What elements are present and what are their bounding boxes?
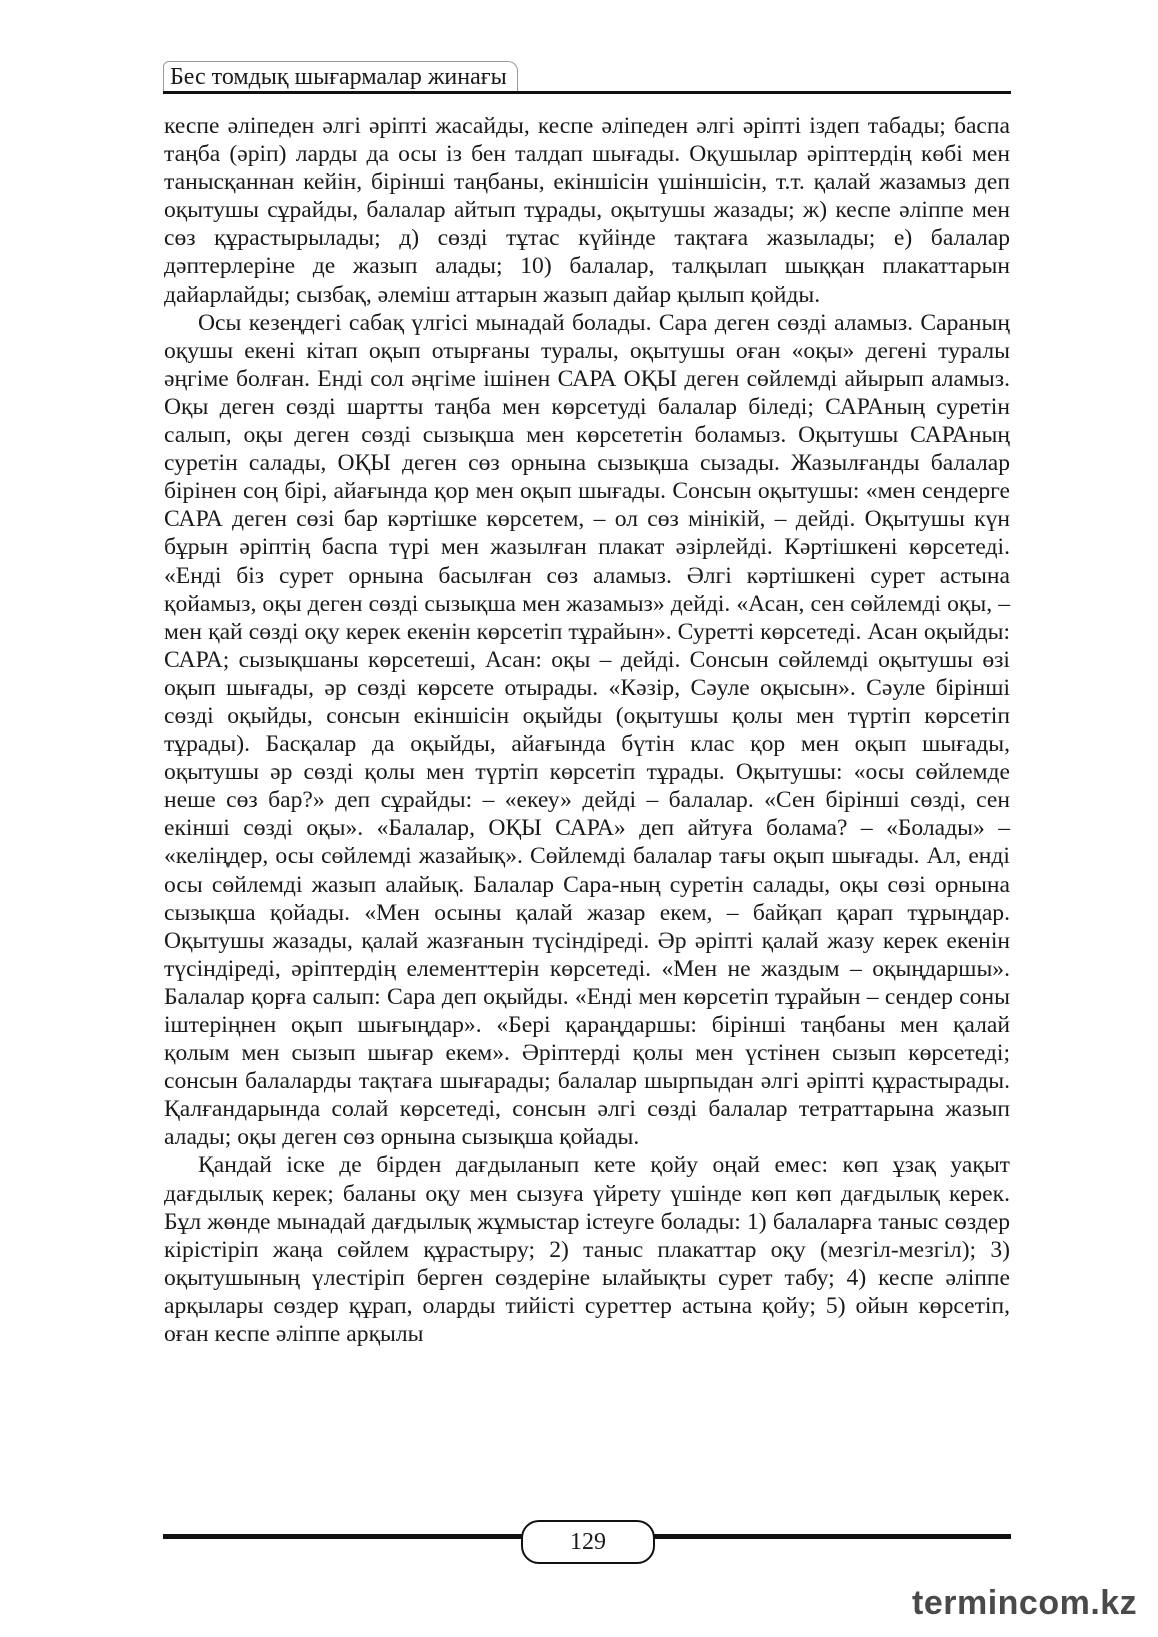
paragraph-2: Осы кезеңдегі сабақ үлгісі мынадай болады. Сара деген сөзді аламыз. Сараның оқушы екені кітап оқып отырғаны туралы, оқытушы оған «оқы» дегені туралы әңгіме болған. Енді сол әңгіме ішінен САРА ОҚЫ деген сөйлемді айырып аламыз. Оқы деген сөзді шартты таңба мен көрсетуді балалар біледі; САРАның суретін салып, оқы деген сөзді сызықша мен көрсететін боламыз. Оқытушы САРАның суретін салады, ОҚЫ деген сөз орнына сызықша сызады. Жазылғанды балалар бірінен соң бірі, айағында қор мен оқып шығады. Сонсын оқытушы: «мен сендерге САРА деген сөзі бар кәртішке көрсетем, – ол сөз мінікій, – дейді. Оқытушы күн бұрын әріптің баспа түрі мен жазылған плакат әзірлейді. Кәртішкені көрсетеді. «Енді біз сурет орнына басылған сөз аламыз. Әлгі кәртішкені сурет астына қойамыз, оқы деген сөзді сызықша мен жазамыз» дейді. «Асан, сен сөйлемді оқы, – мен қай сөзді оқу керек екенін көрсетіп тұрайын». Суретті көрсетеді. Асан оқыйды: САРА; сызықшаны көрсетеші, Асан: оқы – дейді. Сонсын сөйлемді оқытушы өзі оқып шығады, әр сөзді көрсете отырады. «Кәзір, Сәуле оқысын». Сәуле бірінші сөзді оқыйды, сонсын екіншісін оқыйды (оқытушы қолы мен түртіп көрсетіп тұрады). Басқалар да оқыйды, айағында бүтін клас қор мен оқып шығады, оқытушы әр сөзді қолы мен түртіп көрсетіп тұрады. Оқытушы: «осы сөйлемде неше сөз бар?» деп сұрайды: – «екеу» дейді – балалар. «Сен бірінші сөзді, сен екінші сөзді оқы». «Балалар, ОҚЫ САРА» деп айтуға болама? – «Болады» – «келіңдер, осы сөйлемді жазайық». Сөйлемді балалар тағы оқып шығады. Ал, енді осы сөйлемді жазып алайық. Балалар Сара-ның суретін салады, оқы сөзі орнына сызықша қойады. «Мен осыны қалай жазар екем, – байқап қарап тұрыңдар. Оқытушы жазады, қалай жазғанын түсіндіреді. Әр әріпті қалай жазу керек екенін түсіндіреді, әріптердің елементтерін көрсетеді. «Мен не жаздым – оқыңдаршы». Балалар қорға салып: Сара деп оқыйды. «Енді мен көрсетіп тұрайын – сендер соны іштеріңнен оқып шығыңдар». «Бері қараңдаршы: бірінші таңбаны мен қалай қолым мен сызып шығар екем». Әріптерді қолы мен үстінен сызып көрсетеді; сонсын балаларды тақтаға шығарады; балалар шырпыдан әлгі әріпті құрастырады. Қалғандарында солай көрсетеді, сонсын әлгі сөзді балалар тетраттарына жазып алады; оқы деген сөз орнына сызықша қойады. — [164, 309, 1010, 1151]
page-footer — [163, 1520, 1011, 1564]
footer-rule-right — [644, 1534, 1011, 1539]
watermark-text: termincom.kz — [912, 1584, 1138, 1622]
paragraph-1: кеспе әліпеден әлгі әріпті жасайды, кеспе әліпеден әлгі әріпті іздеп табады; баспа таңба (әріп) ларды да осы із бен талдап шығады. Оқушылар әріптердің көбі мен танысқаннан кейін, бірінші таңбаны, екіншісін үшіншісін, т.т. қалай жазамыз деп оқытушы сұрайды, балалар айтып тұрады, оқытушы жазады; ж) кеспе әліппе мен сөз құрастырылады; д) сөзді тұтас күйінде тақтаға жазылады; е) балалар дәптерлеріне де жазып алады; 10) балалар, талқылап шыққан плакаттарын дайарлайды; сызбақ, әлеміш аттарын жазып дайар қылып қойды. — [164, 113, 1010, 308]
body-text — [164, 112, 1010, 1348]
footer-rule-left — [163, 1534, 529, 1539]
paragraph-3: Қандай іске де бірден дағдыланып кете қойу оңай емес: көп ұзақ уақыт дағдылық керек; баланы оқу мен сызуға үйрету үшінде көп көп дағдылық керек. Бұл жөнде мынадай дағдылық жұмыстар істеуге болады: 1) балаларға таныс сөздер кірістіріп жаңа сөйлем құрастыру; 2) таныс плакаттар оқу (мезгіл-мезгіл); 3) оқытушының үлестіріп берген сөздеріне ылайықты сурет табу; 4) кеспе әліппе арқылары сөздер құрап, оларды тийісті суреттер астына қойу; 5) ойын көрсетіп, оған кеспе әліппе арқылы — [164, 1152, 1010, 1348]
page-number: 129 — [521, 1520, 655, 1564]
watermark-logo — [912, 1584, 1152, 1626]
running-title: Бес томдық шығармалар жинағы — [163, 61, 518, 92]
header-rule — [163, 91, 1011, 94]
running-header — [163, 53, 1011, 95]
